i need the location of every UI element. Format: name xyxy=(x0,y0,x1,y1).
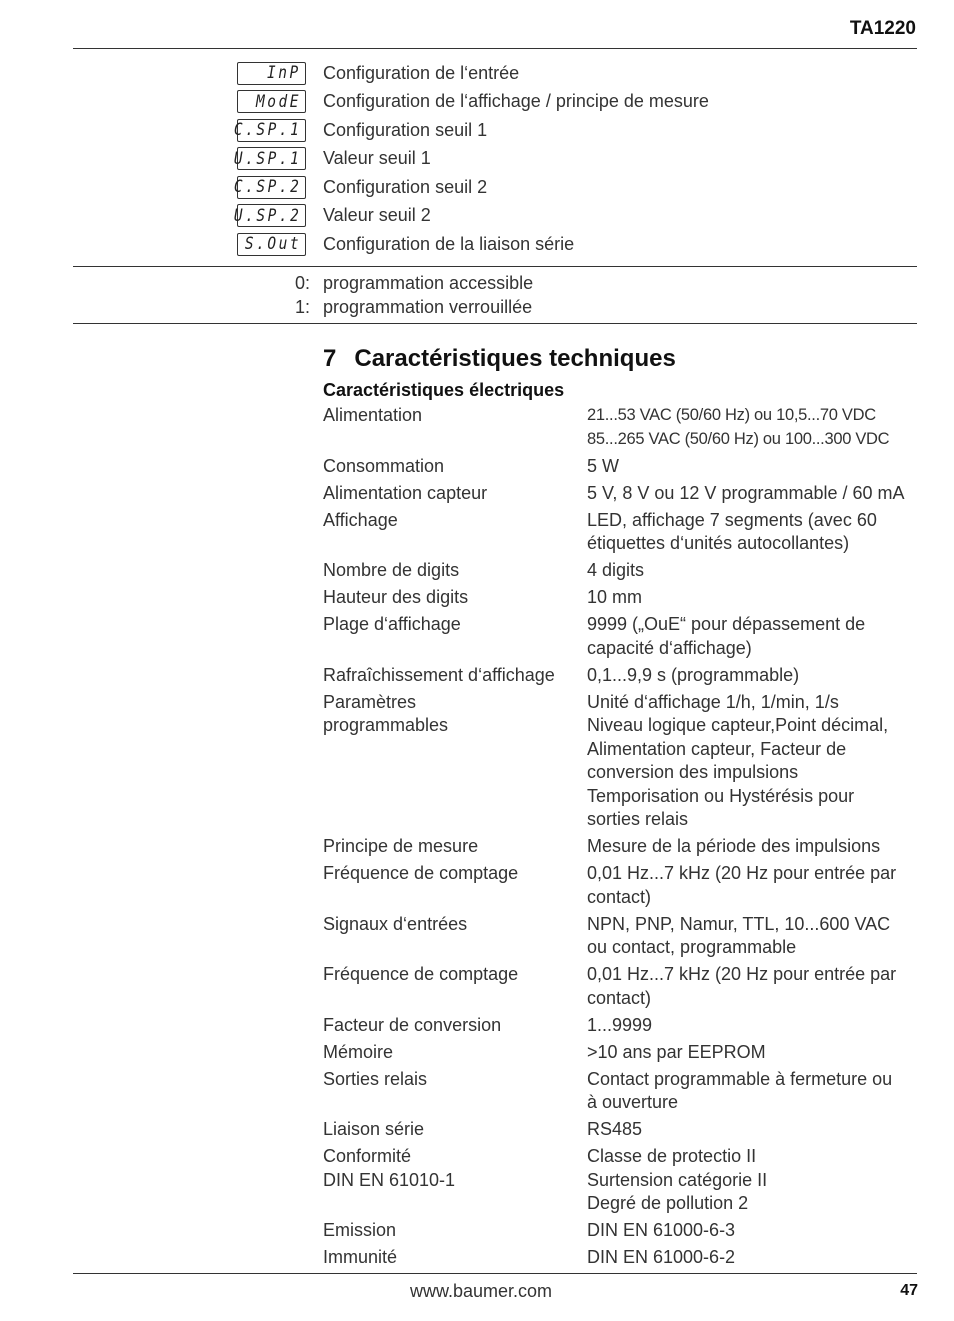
spec-value-line: étiquettes d‘unités autocollantes) xyxy=(587,533,850,553)
menu-item-label: Configuration de l‘affichage / principe de mesure xyxy=(323,91,709,112)
spec-label xyxy=(323,1041,587,1065)
option-item xyxy=(260,296,533,320)
spec-value-line: Surtension catégorie II xyxy=(587,1169,768,1190)
spec-value-line: ou contact, programmable xyxy=(587,937,797,957)
spec-label-line: Paramètres xyxy=(323,691,417,712)
menu-item xyxy=(233,116,709,145)
spec-label xyxy=(323,586,587,610)
spec-value xyxy=(587,509,919,556)
spec-value-line: 21...53 VAC (50/60 Hz) ou 10,5...70 VDC xyxy=(587,406,876,424)
menu-item-label: Valeur seuil 2 xyxy=(323,205,431,226)
spec-value-line: 4 digits xyxy=(587,560,645,580)
options-list xyxy=(260,272,533,319)
spec-row xyxy=(323,913,919,960)
header-rule xyxy=(73,48,917,49)
spec-value-line: >10 ans par EEPROM xyxy=(587,1041,766,1062)
lcd-code-display xyxy=(233,147,306,170)
section-heading xyxy=(323,345,676,373)
menu-item xyxy=(237,230,709,259)
spec-label-line: Signaux d‘entrées xyxy=(323,913,468,934)
spec-label xyxy=(323,691,587,832)
spec-value-line: Mesure de la période des impulsions xyxy=(587,836,881,856)
option-value: programmation verrouillée xyxy=(323,296,533,317)
spec-value xyxy=(587,835,919,859)
menu-item xyxy=(233,202,709,231)
spec-label-line: Alimentation capteur xyxy=(323,482,488,503)
spec-row xyxy=(323,664,919,688)
spec-value xyxy=(587,559,919,583)
spec-label xyxy=(323,1068,587,1115)
spec-value xyxy=(587,913,919,960)
spec-row xyxy=(323,586,919,610)
spec-label-line: Hauteur des digits xyxy=(323,587,469,607)
section-title: Caractéristiques techniques xyxy=(354,345,676,372)
footer-rule xyxy=(73,1273,917,1274)
lcd-code: InP xyxy=(267,63,301,84)
spec-label xyxy=(323,613,587,660)
spec-label-line: Principe de mesure xyxy=(323,836,479,856)
menu-item xyxy=(233,173,709,202)
spec-row xyxy=(323,1118,919,1142)
spec-value-line: capacité d‘affichage) xyxy=(587,637,752,658)
spec-label xyxy=(323,404,587,451)
spec-value-line: 10 mm xyxy=(587,587,643,607)
spec-value xyxy=(587,1145,919,1216)
spec-row xyxy=(323,1219,919,1243)
spec-value-line: sorties relais xyxy=(587,809,689,829)
page-number: 47 xyxy=(900,1282,918,1299)
lcd-code: C.SP.2 xyxy=(233,177,301,198)
spec-value xyxy=(587,1014,919,1038)
lcd-code-display xyxy=(237,90,306,113)
spec-label-line: programmables xyxy=(323,715,449,735)
menu-item xyxy=(237,59,709,88)
spec-value xyxy=(587,1219,919,1243)
spec-label-line: Mémoire xyxy=(323,1041,394,1062)
spec-value xyxy=(587,455,919,479)
spec-label xyxy=(323,913,587,960)
spec-label-line: Sorties relais xyxy=(323,1068,428,1089)
spec-value-line: RS485 xyxy=(587,1119,643,1139)
spec-value-line: Degré de pollution 2 xyxy=(587,1193,749,1213)
spec-value-line: Contact programmable à fermeture ou xyxy=(587,1068,893,1089)
menu-item-label: Configuration seuil 1 xyxy=(323,119,488,140)
spec-value-line: conversion des impulsions xyxy=(587,762,799,782)
spec-row xyxy=(323,835,919,859)
spec-row xyxy=(323,1145,919,1216)
spec-value xyxy=(587,404,919,451)
menu-item-label: Configuration de l‘entrée xyxy=(323,62,520,83)
lcd-code: U.SP.2 xyxy=(233,205,301,226)
spec-value xyxy=(587,1041,919,1065)
spec-label xyxy=(323,559,587,583)
option-item xyxy=(260,272,533,296)
spec-value xyxy=(587,862,919,909)
spec-label xyxy=(323,1014,587,1038)
option-key: 1: xyxy=(294,296,310,317)
spec-label xyxy=(323,455,587,479)
menu-item-label: Configuration de la liaison série xyxy=(323,233,575,254)
menu-item xyxy=(233,145,709,174)
spec-label-line: Affichage xyxy=(323,509,398,530)
lcd-code-display xyxy=(233,204,306,227)
spec-value xyxy=(587,482,919,506)
document-title: TA1220 xyxy=(849,18,916,39)
subsection-heading: Caractéristiques électriques xyxy=(323,380,565,400)
lcd-code: S.Out xyxy=(244,234,301,255)
spec-value-line: 0,01 Hz...7 kHz (20 Hz pour entrée par xyxy=(587,964,897,984)
spec-value xyxy=(587,691,919,832)
spec-value xyxy=(587,664,919,688)
spec-value-line: 1...9999 xyxy=(587,1014,653,1035)
spec-row xyxy=(323,559,919,583)
spec-row xyxy=(323,862,919,909)
spec-value-line: 5 W xyxy=(587,455,620,476)
spec-label xyxy=(323,509,587,556)
spec-label xyxy=(323,1219,587,1243)
spec-row xyxy=(323,1068,919,1115)
spec-row xyxy=(323,1246,919,1270)
spec-row xyxy=(323,1041,919,1065)
menu-item-label: Configuration seuil 2 xyxy=(323,176,488,197)
spec-label xyxy=(323,482,587,506)
spec-value-line: à ouverture xyxy=(587,1092,679,1112)
spec-value-line: 5 V, 8 V ou 12 V programmable / 60 mA xyxy=(587,482,905,503)
spec-value xyxy=(587,586,919,610)
spec-value-line: Temporisation ou Hystérésis pour xyxy=(587,785,855,806)
option-key: 0: xyxy=(294,273,310,294)
lcd-code-display xyxy=(233,119,306,142)
spec-label-line: Plage d‘affichage xyxy=(323,614,461,634)
separator-rule xyxy=(73,323,917,324)
spec-value-line: Alimentation capteur, Facteur de xyxy=(587,738,847,759)
spec-value xyxy=(587,1118,919,1142)
spec-value-line: NPN, PNP, Namur, TTL, 10...600 VAC xyxy=(587,913,891,934)
spec-value xyxy=(587,963,919,1010)
spec-row xyxy=(323,404,919,451)
spec-table xyxy=(323,404,919,1273)
footer-url: www.baumer.com xyxy=(410,1281,553,1301)
spec-value-line: LED, affichage 7 segments (avec 60 xyxy=(587,509,877,530)
spec-label-line: Conformité xyxy=(323,1146,412,1166)
spec-label xyxy=(323,963,587,1010)
spec-row xyxy=(323,963,919,1010)
spec-value-line: 0,01 Hz...7 kHz (20 Hz pour entrée par xyxy=(587,863,897,883)
lcd-code-display xyxy=(237,233,306,256)
spec-value xyxy=(587,1246,919,1270)
spec-value-line: Niveau logique capteur,Point décimal, xyxy=(587,715,889,735)
spec-label-line: DIN EN 61010-1 xyxy=(323,1169,456,1190)
menu-item xyxy=(237,88,709,117)
spec-label-line: Fréquence de comptage xyxy=(323,964,519,984)
lcd-code: U.SP.1 xyxy=(233,148,301,169)
spec-value-line: contact) xyxy=(587,886,652,907)
menu-list xyxy=(233,59,709,259)
spec-row xyxy=(323,509,919,556)
spec-label xyxy=(323,664,587,688)
spec-label-line: Liaison série xyxy=(323,1119,425,1139)
option-value: programmation accessible xyxy=(323,273,534,294)
spec-label-line: Alimentation xyxy=(323,405,423,425)
spec-row xyxy=(323,455,919,479)
spec-label xyxy=(323,1118,587,1142)
spec-label-line: Rafraîchissement d‘affichage xyxy=(323,664,555,685)
spec-value-line: contact) xyxy=(587,987,652,1008)
spec-label xyxy=(323,1246,587,1270)
lcd-code-display xyxy=(233,176,306,199)
spec-label xyxy=(323,835,587,859)
spec-label-line: Fréquence de comptage xyxy=(323,863,519,883)
spec-value-line: Unité d‘affichage 1/h, 1/min, 1/s xyxy=(587,691,839,712)
spec-label-line: Facteur de conversion xyxy=(323,1014,502,1035)
lcd-code-display xyxy=(237,62,306,85)
spec-value-line: 9999 („OuE“ pour dépassement de xyxy=(587,614,866,634)
section-number: 7 xyxy=(323,345,337,372)
spec-label xyxy=(323,862,587,909)
lcd-code: ModE xyxy=(255,91,301,112)
spec-value-line: 0,1...9,9 s (programmable) xyxy=(587,664,800,685)
spec-value xyxy=(587,1068,919,1115)
spec-label-line: Nombre de digits xyxy=(323,560,460,580)
spec-label-line: Emission xyxy=(323,1220,397,1240)
spec-row xyxy=(323,691,919,832)
spec-row xyxy=(323,1014,919,1038)
spec-row xyxy=(323,613,919,660)
spec-row xyxy=(323,482,919,506)
spec-label xyxy=(323,1145,587,1216)
spec-label-line: Immunité xyxy=(323,1247,398,1267)
spec-value xyxy=(587,613,919,660)
spec-value-line: DIN EN 61000-6-2 xyxy=(587,1247,736,1267)
spec-value-line: DIN EN 61000-6-3 xyxy=(587,1220,736,1240)
lcd-code: C.SP.1 xyxy=(233,120,301,141)
spec-value-line: 85...265 VAC (50/60 Hz) ou 100...300 VDC xyxy=(587,429,890,448)
menu-item-label: Valeur seuil 1 xyxy=(323,148,431,169)
separator-rule xyxy=(73,266,917,267)
spec-value-line: Classe de protectio II xyxy=(587,1146,757,1166)
spec-label-line: Consommation xyxy=(323,455,445,476)
